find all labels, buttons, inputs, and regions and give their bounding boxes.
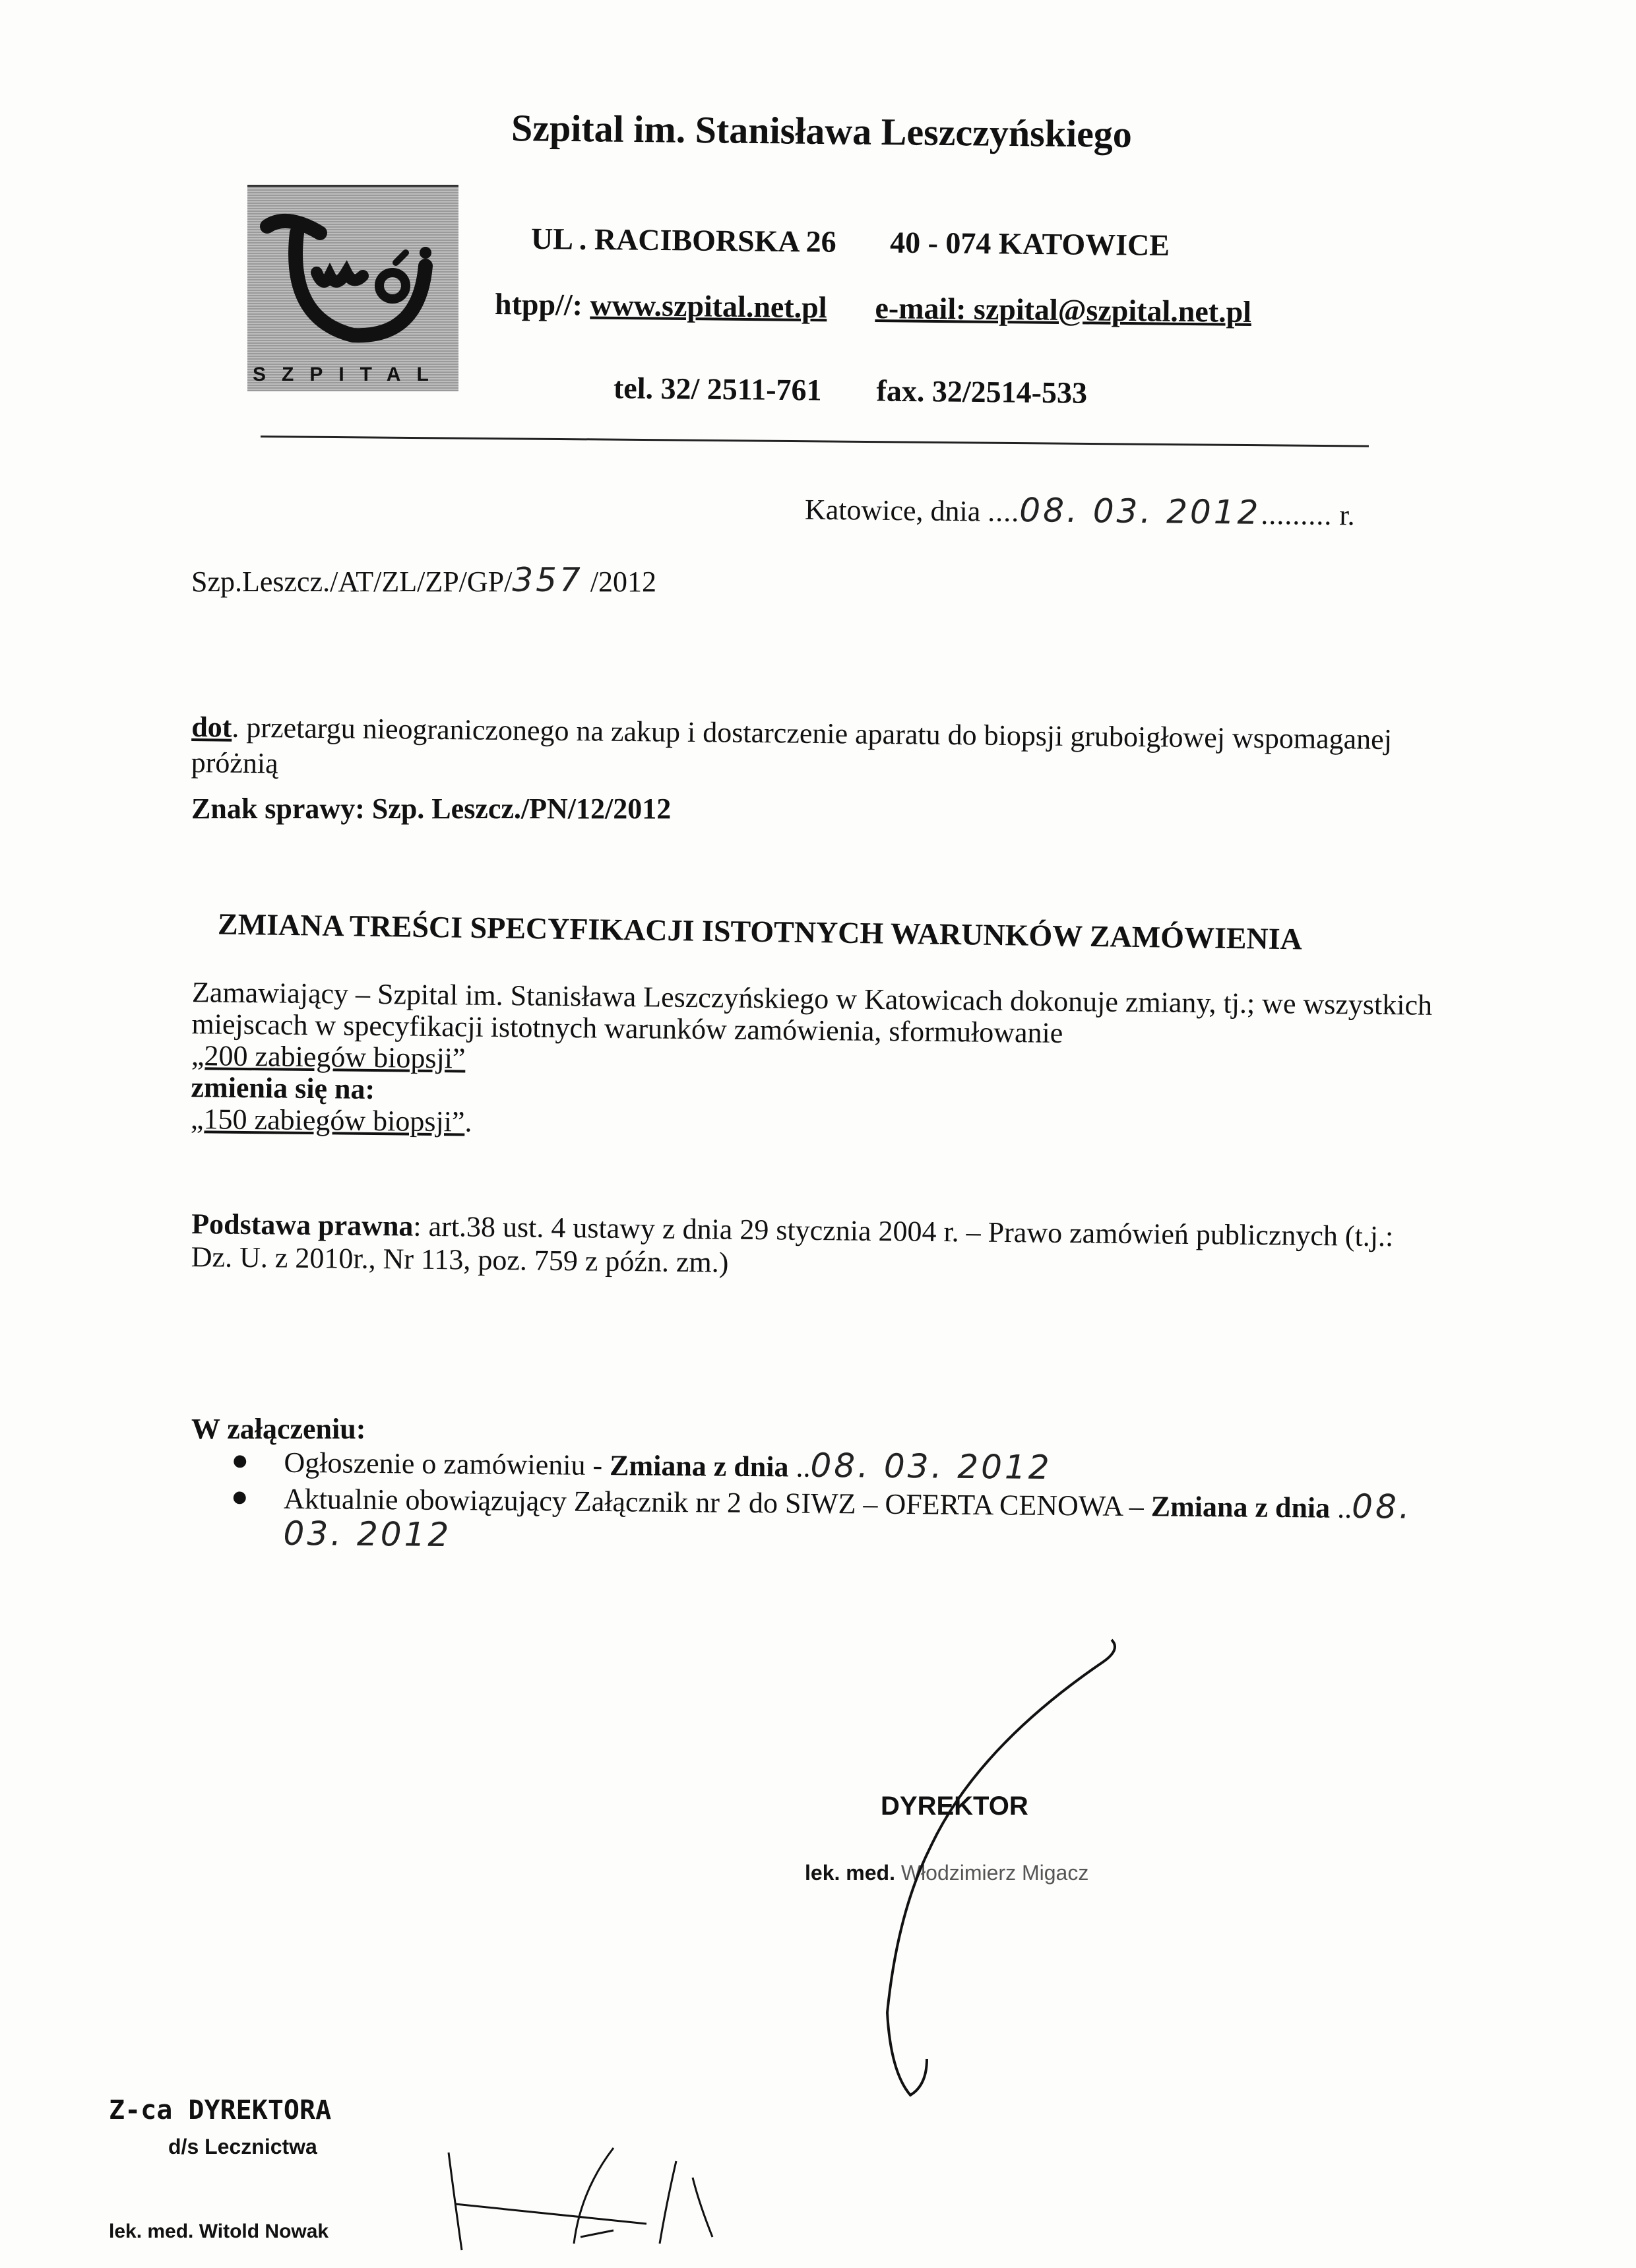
attachment-text: Ogłoszenie o zamówieniu -: [284, 1446, 610, 1482]
bullet-icon: ●: [230, 1480, 249, 1513]
reference-prefix: Szp.Leszcz./AT/ZL/ZP/GP/: [191, 566, 513, 598]
bullet-icon: ●: [231, 1444, 249, 1477]
changes-to-label: zmienia się na:: [191, 1071, 375, 1106]
director-stamp-name: [805, 1861, 1088, 1885]
handwritten-date: 08. 03. 2012: [283, 1487, 1412, 1555]
document-heading: ZMIANA TREŚCI SPECYFIKACJI ISTOTNYCH WARUNKÓW ZAMÓWIENIA: [217, 907, 1303, 956]
attachment-change-label: Zmiana z dnia: [609, 1449, 789, 1483]
smile-logo-icon: [247, 187, 458, 358]
director-name-prefix: lek. med.: [805, 1861, 895, 1885]
deputy-signature-1: [449, 2153, 462, 2250]
reference-number: [191, 561, 656, 599]
dots: ..: [1329, 1491, 1352, 1524]
new-phrase: „150 zabiegów biopsji”: [190, 1103, 465, 1138]
attachment-change-label: Zmiana z dnia: [1150, 1490, 1331, 1524]
place-date: Katowice, dnia ....08. 03. 2012......... r.: [804, 491, 1355, 532]
reference-suffix: /2012: [590, 566, 657, 598]
subject-text: . przetargu nieograniczonego na zakup i dostarczenie aparatu do biopsji gruboigłowej wspomaganej próżnią: [191, 711, 1393, 780]
deputy-stamp-subtitle: d/s Lecznictwa: [168, 2135, 317, 2158]
phone-line: [614, 370, 1088, 410]
postal-city: 40 - 074 KATOWICE: [889, 225, 1170, 263]
logo-text: SZPITAL: [253, 364, 445, 385]
subject-label: dot: [191, 711, 232, 744]
date-suffix: r.: [1339, 499, 1355, 532]
body-intro: Zamawiający – Szpital im. Stanisława Leszczyńskiego w Katowicach dokonuje zmiany, tj.; we wszystkich miejscach w specyfikacji istotnych warunków zamówienia, sformułowanie: [191, 976, 1433, 1049]
deputy-stamp-name: lek. med. Witold Nowak: [109, 2220, 329, 2242]
web-prefix: htpp//:: [494, 286, 583, 322]
attachments-list: [224, 1443, 1432, 1563]
old-phrase: „200 zabiegów biopsji”: [191, 1039, 466, 1075]
attachment-text: Aktualnie obowiązujący Załącznik nr 2 do SIWZ – OFERTA CENOWA –: [283, 1482, 1151, 1523]
director-stamp-title: [881, 1792, 1028, 1821]
dots: ..: [788, 1450, 811, 1483]
attachment-item: [224, 1479, 1432, 1563]
header-divider: [261, 436, 1369, 447]
director-title: DYREKTOR: [881, 1792, 1028, 1821]
handwritten-date: 08. 03. 2012: [1019, 491, 1261, 532]
deputy-signature-4: [660, 2161, 676, 2244]
handwritten-date: 08. 03. 2012: [810, 1446, 1052, 1487]
deputy-signature-2: [455, 2178, 712, 2237]
deputy-stamp-title: Z-ca DYREKTORA: [109, 2095, 332, 2125]
new-phrase-end: .: [464, 1105, 472, 1138]
attachments-heading: W załączeniu:: [191, 1413, 366, 1445]
legal-label: Podstawa prawna: [191, 1208, 414, 1243]
handwritten-ref-number: 357: [512, 561, 583, 599]
contact-line: [495, 286, 1252, 329]
director-name: Włodzimierz Migacz: [900, 1861, 1089, 1885]
legal-text: : art.38 ust. 4 ustawy z dnia 29 stycznia 2004 r. – Prawo zamówień publicznych (t.j.: Dz. U. z 2010r., Nr 113, poz. 759 z późn. zm.): [191, 1210, 1394, 1279]
deputy-signature-3: [574, 2148, 614, 2244]
email-link[interactable]: e-mail: szpital@szpital.net.pl: [875, 291, 1252, 329]
hospital-name: Szpital im. Stanisława Leszczyńskiego: [511, 106, 1133, 156]
website-link[interactable]: www.szpital.net.pl: [590, 288, 827, 325]
phone-number: tel. 32/ 2511-761: [613, 371, 822, 407]
fax-number: fax. 32/2514-533: [876, 373, 1088, 410]
body-paragraph: [191, 977, 1439, 1148]
legal-basis: [191, 1208, 1439, 1287]
hospital-logo: [247, 185, 458, 391]
subject-line: [191, 709, 1445, 794]
address-line: [531, 221, 1170, 263]
place-label: Katowice, dnia: [804, 493, 981, 528]
case-number: Znak sprawy: Szp. Leszcz./PN/12/2012: [191, 793, 672, 825]
street-address: UL . RACIBORSKA 26: [530, 221, 836, 259]
